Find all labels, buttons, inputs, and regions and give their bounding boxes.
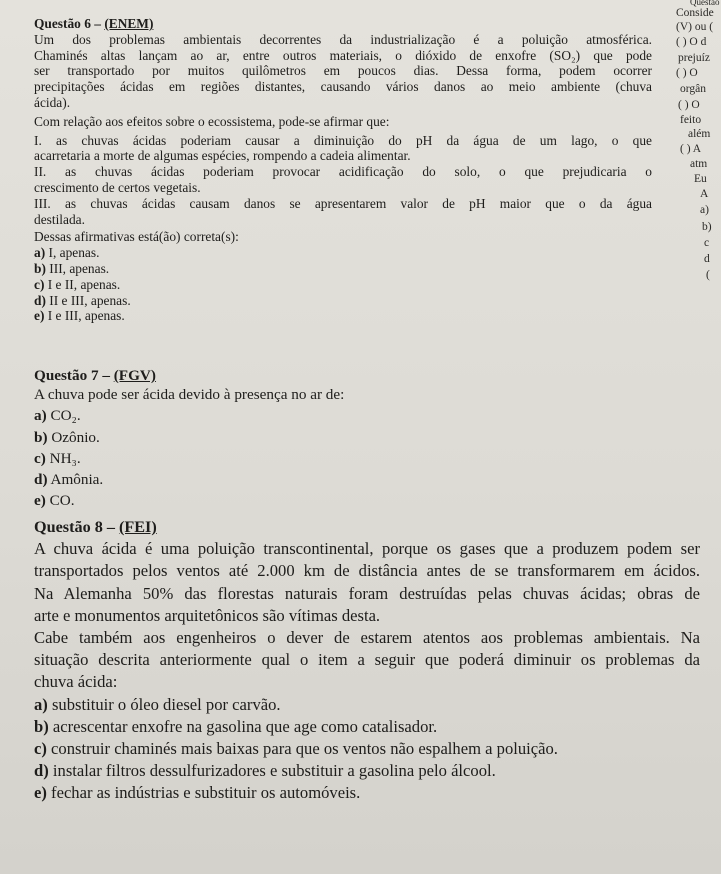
option-d: d) Amônia. xyxy=(34,471,104,489)
side-fragment: Conside xyxy=(676,7,714,19)
statement-line: III. as chuvas ácidas causam danos se apresentarem valor de pH maior que o da água xyxy=(34,195,652,211)
side-fragment: Questão xyxy=(690,0,720,7)
option-c: c) NH₃. xyxy=(34,449,81,467)
side-fragment: (V) ou ( xyxy=(676,21,714,33)
question-6-title: Questão 6 – (ENEM) xyxy=(34,16,154,31)
side-fragment: b) xyxy=(702,221,712,233)
question-8-line: A chuva ácida é uma poluição transcontinental, porque os gases que a produzem podem ser xyxy=(34,539,700,559)
statement-line: I. as chuvas ácidas poderiam causar a diminuição do pH da água de um lago, o que xyxy=(34,132,652,148)
question-8-line: situação descrita anteriormente qual o item a seguir que poderá diminuir os problemas da xyxy=(34,650,700,670)
side-fragment: A xyxy=(700,188,709,200)
option-a: a) substituir o óleo diesel por carvão. xyxy=(34,694,281,714)
question-6-intro-line: ser transportado por muitos quilômetros em poucos dias. Dessa forma, podem ocorrer xyxy=(34,63,652,79)
statement-line: destilada. xyxy=(34,211,85,227)
question-8-line: chuva ácida: xyxy=(34,672,118,692)
question-8-title: Questão 8 – (FEI) xyxy=(34,518,157,536)
side-fragment: ( ) A xyxy=(680,143,702,155)
side-fragment: a) xyxy=(700,204,709,216)
side-fragment: ( xyxy=(706,269,710,281)
option-c: c) construir chaminés mais baixas para que os ventos não espalhem a poluição. xyxy=(34,739,558,759)
option-e: e) CO. xyxy=(34,492,75,510)
statement-line: acarretaria a morte de algumas espécies, rompendo a cadeia alimentar. xyxy=(34,148,411,164)
side-fragment: Eu xyxy=(694,173,707,185)
option-a: a) CO₂. xyxy=(34,407,81,425)
option-e: e) fechar as indústrias e substituir os automóveis. xyxy=(34,783,361,803)
question-7-prompt: A chuva pode ser ácida devido à presença no ar de: xyxy=(34,386,345,404)
side-fragment: ( ) O d xyxy=(676,36,707,48)
side-fragment: ( ) O xyxy=(676,67,698,79)
option-d: d) II e III, apenas. xyxy=(34,292,131,308)
side-fragment: c xyxy=(704,237,710,249)
option-b: b) acrescentar enxofre na gasolina que age como catalisador. xyxy=(34,716,438,736)
question-8-line: Na Alemanha 50% das florestas naturais foram destruídas pelas chuvas ácidas; obras de xyxy=(34,583,700,603)
option-c: c) I e II, apenas. xyxy=(34,276,121,292)
question-7 xyxy=(34,366,494,510)
question-6-intro-line: precipitações ácidas em regiões distantes, causando vários danos ao meio ambiente (chuva xyxy=(34,79,652,95)
question-8-line: transportados pelos ventos até 2.000 km de distância antes de se transformarem em ácidos. xyxy=(34,561,700,581)
question-6 xyxy=(34,16,652,324)
option-d: d) instalar filtros dessulfurizadores e substituir a gasolina pelo álcool. xyxy=(34,761,496,781)
question-8 xyxy=(34,516,700,805)
option-e: e) I e III, apenas. xyxy=(34,308,125,324)
question-6-intro-line: Um dos problemas ambientais decorrentes da industrialização é a poluição atmosférica. xyxy=(34,31,652,47)
side-fragment: ( ) O xyxy=(678,99,700,111)
side-fragment: d xyxy=(704,253,710,265)
option-b: b) Ozônio. xyxy=(34,428,100,446)
side-fragment: orgân xyxy=(680,83,706,95)
option-b: b) III, apenas. xyxy=(34,260,110,276)
side-fragment: além xyxy=(688,128,711,140)
question-6-prompt: Com relação aos efeitos sobre o ecossistema, pode-se afirmar que: xyxy=(34,113,390,129)
option-a: a) I, apenas. xyxy=(34,245,100,261)
side-fragment: atm xyxy=(690,158,708,170)
side-fragment: feito xyxy=(680,114,702,126)
side-fragment: prejuíz xyxy=(678,52,710,64)
question-8-line: Cabe também aos engenheiros o dever de estarem atentos aos problemas ambientais. Na xyxy=(34,628,700,648)
statement-line: crescimento de certos vegetais. xyxy=(34,179,201,195)
question-8-line: arte e monumentos arquitetônicos são vítimas desta. xyxy=(34,605,381,625)
question-6-intro-line: Chaminés altas lançam ao ar, entre outros materiais, o dióxido de enxofre (SO₂) que pode xyxy=(34,47,652,63)
statement-line: II. as chuvas ácidas poderiam provocar acidificação do solo, o que prejudicaria o xyxy=(34,164,652,180)
question-7-title: Questão 7 – (FGV) xyxy=(34,367,156,384)
question-6-question: Dessas afirmativas está(ão) correta(s): xyxy=(34,229,239,245)
question-6-intro-line: ácida). xyxy=(34,94,71,110)
